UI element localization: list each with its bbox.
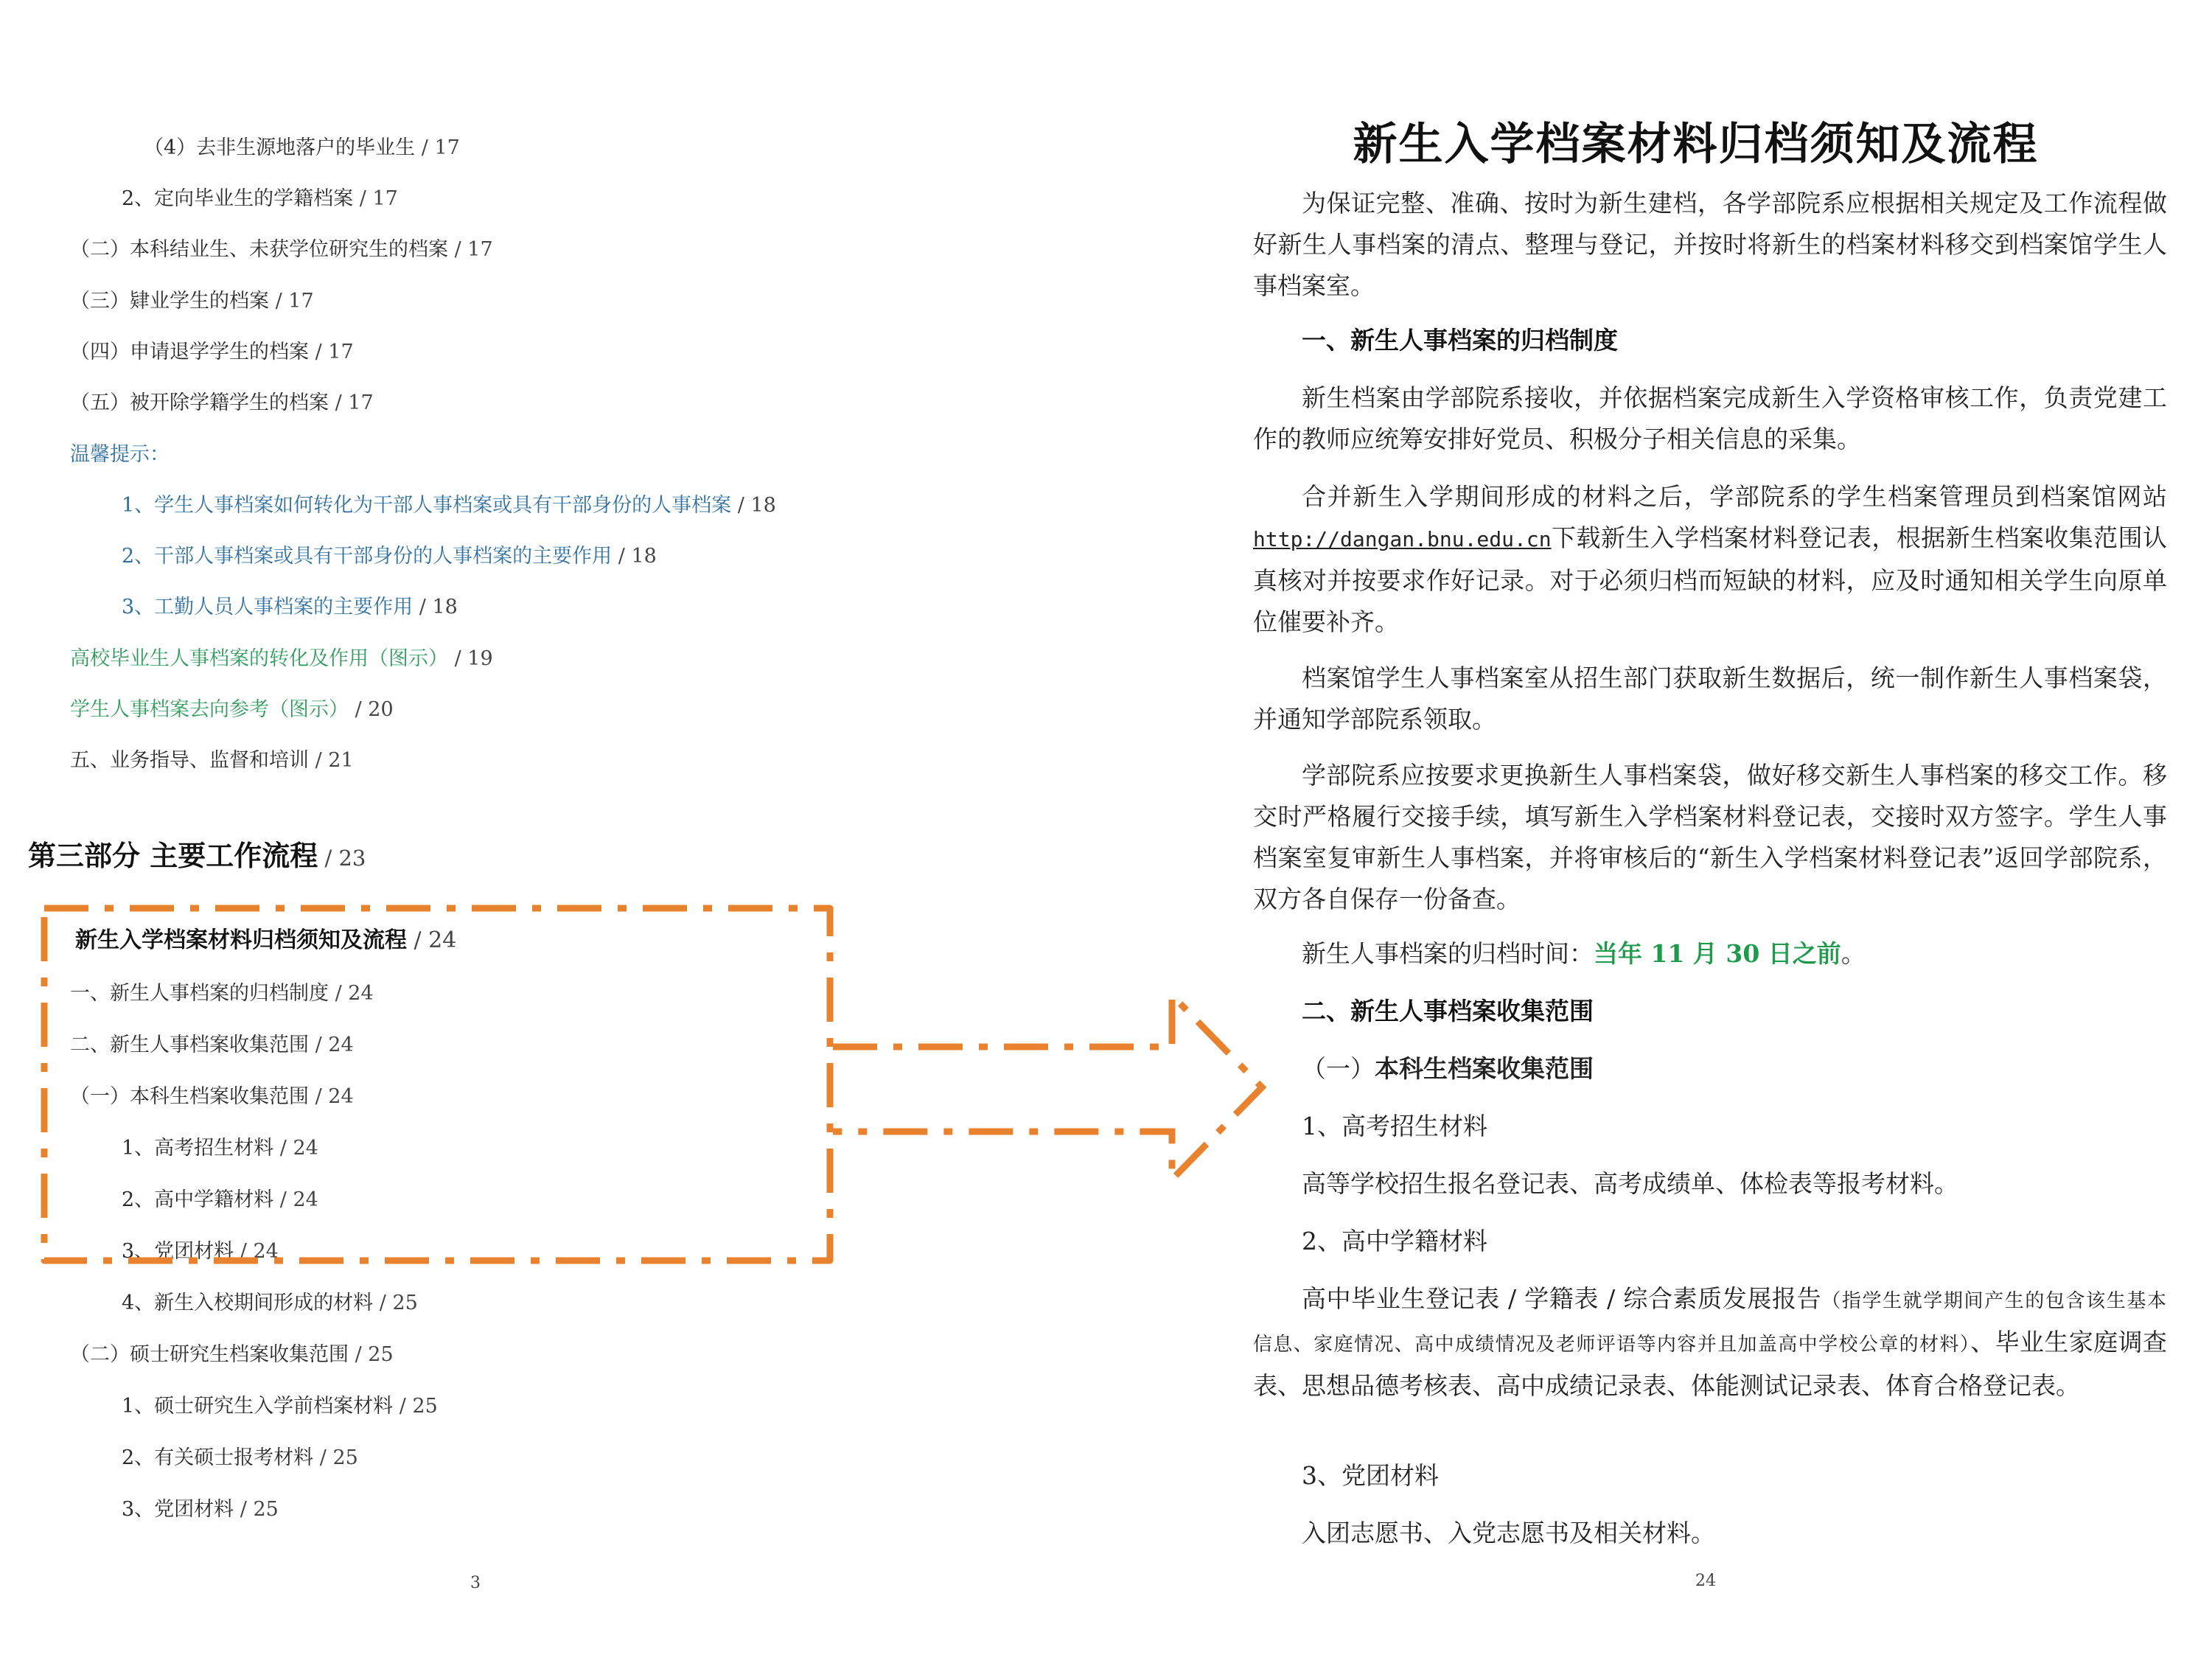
toc-item-text: 二、新生人事档案收集范围	[70, 1034, 309, 1056]
part-heading-text: 第三部分 主要工作流程	[28, 839, 318, 872]
toc-item-text: 2、干部人事档案或具有干部身份的人事档案的主要作用	[122, 545, 613, 568]
toc-item-text: 一、新生人事档案的归档制度	[70, 982, 329, 1005]
toc-item-page: / 17	[448, 238, 493, 261]
item-1-heading: 1、高考招生材料	[1302, 1112, 1487, 1140]
deadline-end: 。	[1841, 939, 1866, 968]
item-2-body-b: 、毕业生家庭调查表、思想品德考核表、高中成绩记录表、体能测试记录表、体育合格登记表。	[1253, 1328, 2167, 1400]
toc-item-page: / 19	[448, 647, 493, 670]
toc-item-page: / 25	[234, 1498, 279, 1521]
item-3-heading: 3、党团材料	[1302, 1461, 1439, 1490]
page-number-left: 3	[470, 1574, 481, 1592]
toc-item-text: 温馨提示：	[70, 443, 170, 466]
toc-item-page: / 20	[349, 698, 394, 721]
item-1-body: 高等学校招生报名登记表、高考成绩单、体检表等报考材料。	[1302, 1169, 1958, 1198]
toc-item-page: / 17	[309, 341, 354, 363]
toc-item-page: / 25	[349, 1343, 394, 1366]
toc-item-page: / 24	[309, 1085, 354, 1108]
paragraph-2-text-a: 合并新生入学期间形成的材料之后，学部院系的学生档案管理员到档案馆网站	[1302, 482, 2167, 511]
toc-item-page: / 18	[413, 596, 458, 619]
toc-item-text: 2、有关硕士报考材料	[122, 1446, 314, 1469]
section-2-heading: 二、新生人事档案收集范围	[1302, 997, 1594, 1025]
paragraph-3-text: 档案馆学生人事档案室从招生部门获取新生数据后，统一制作新生人事档案袋，并通知学部院系领取。	[1253, 663, 2167, 734]
item-3-body: 入团志愿书、入党志愿书及相关材料。	[1302, 1519, 1715, 1547]
toc-item-page: / 25	[313, 1446, 358, 1469]
highlight-dashed-rect	[44, 908, 830, 1261]
item-2-body-note: （指学生就学期间产生的包含该生基本信息、家庭情况、高中成绩情况及老师评语等内容并且加盖高中学校公章的材料）	[1253, 1290, 2167, 1356]
paragraph-1	[1253, 377, 2167, 460]
deadline-line	[1302, 933, 1866, 975]
toc-item-text: 3、工勤人员人事档案的主要作用	[122, 596, 414, 619]
page-number-right: 24	[1695, 1572, 1716, 1590]
toc-item-page: / 24	[407, 927, 457, 953]
deadline-label: 新生人事档案的归档时间：	[1302, 939, 1594, 968]
toc-item-page: / 24	[234, 1240, 279, 1263]
toc-item-page: / 17	[269, 290, 314, 313]
toc-item-page: / 18	[612, 545, 657, 568]
toc-item-page: / 24	[309, 1034, 354, 1056]
paragraph-2-text-b: 下载新生入学档案材料登记表，根据新生档案收集范围认真核对并按要求作好记录。对于必须归档而短缺的材料，应及时通知相关学生向原单位催要补齐。	[1253, 523, 2167, 636]
item-2-body	[1253, 1278, 2167, 1407]
toc-item-text: 3、党团材料	[122, 1240, 234, 1263]
toc-item-text: 学生人事档案去向参考（图示）	[70, 698, 349, 721]
toc-item-page: / 21	[309, 749, 354, 772]
toc-item-page: / 17	[415, 136, 460, 159]
toc-item-text: 2、高中学籍材料	[122, 1188, 274, 1211]
subsection-1-heading	[1302, 1048, 1594, 1090]
toc-item-page: / 25	[373, 1292, 418, 1314]
toc-item-text: 4、新生入校期间形成的材料	[122, 1292, 374, 1314]
toc-item-text: （二）本科结业生、未获学位研究生的档案	[70, 238, 448, 261]
archive-website-link[interactable]: http://dangan.bnu.edu.cn	[1253, 527, 1552, 551]
toc-item-page: / 24	[273, 1188, 318, 1211]
toc-item-text: （五）被开除学籍学生的档案	[70, 391, 329, 414]
part-heading-page: / 23	[318, 846, 366, 871]
toc-item-text: 新生入学档案材料归档须知及流程	[75, 927, 407, 953]
toc-item-page: / 24	[273, 1137, 318, 1160]
paragraph-4-text: 学部院系应按要求更换新生人事档案袋，做好移交新生人事档案的移交工作。移交时严格履行交接手续，填写新生入学档案材料登记表，交接时双方签字。学生人事档案室复审新生人事档案，并将审核后的“新生入学档案材料登记表”返回学部院系，双方各自保存一份备查。	[1253, 761, 2167, 913]
subsection-1-title: 本科生档案收集范围	[1375, 1054, 1594, 1083]
paragraph-3	[1253, 658, 2167, 740]
right-page	[1179, 0, 2212, 1655]
toc-item-text: 1、学生人事档案如何转化为干部人事档案或具有干部身份的人事档案	[122, 494, 732, 517]
intro-text: 为保证完整、准确、按时为新生建档，各学部院系应根据相关规定及工作流程做好新生人事档案的清点、整理与登记，并按时将新生的档案材料移交到档案馆学生人事档案室。	[1253, 189, 2167, 300]
toc-item-text: 2、定向毕业生的学籍档案	[122, 187, 354, 210]
toc-item-text: 五、业务指导、监督和培训	[70, 749, 309, 772]
item-2-body-a: 高中毕业生登记表 / 学籍表 / 综合素质发展报告	[1302, 1284, 1822, 1313]
toc-item-text: 1、高考招生材料	[122, 1137, 274, 1160]
toc-item-text: （一）本科生档案收集范围	[70, 1085, 309, 1108]
subsection-1-prefix: （一）	[1302, 1054, 1375, 1083]
item-2-heading: 2、高中学籍材料	[1302, 1227, 1487, 1255]
paragraph-2	[1253, 476, 2167, 643]
paragraph-1-text: 新生档案由学部院系接收，并依据档案完成新生入学资格审核工作，负责党建工作的教师应统筹安排好党员、积极分子相关信息的采集。	[1253, 383, 2167, 453]
toc-item-page: / 25	[393, 1395, 438, 1418]
paragraph-4	[1253, 755, 2167, 920]
toc-item-text: （4）去非生源地落户的毕业生	[144, 136, 416, 159]
document-title: 新生入学档案材料归档须知及流程	[1353, 119, 2039, 170]
toc-item-text: 1、硕士研究生入学前档案材料	[122, 1395, 394, 1418]
toc-item-text: 3、党团材料	[122, 1498, 234, 1521]
toc-item-page: / 24	[329, 982, 374, 1005]
toc-item-text: （二）硕士研究生档案收集范围	[70, 1343, 349, 1366]
toc-item-text: 高校毕业生人事档案的转化及作用（图示）	[70, 647, 448, 670]
toc-item-text: （三）肄业学生的档案	[70, 290, 269, 313]
toc-item-page: / 17	[329, 391, 374, 414]
toc-item-text: （四）申请退学学生的档案	[70, 341, 309, 363]
toc-item-page: / 18	[731, 494, 776, 517]
intro-paragraph	[1253, 183, 2167, 307]
section-1-heading: 一、新生人事档案的归档制度	[1302, 326, 1618, 355]
deadline-value: 当年 11 月 30 日之前	[1594, 939, 1841, 968]
toc-item-page: / 17	[353, 187, 398, 210]
